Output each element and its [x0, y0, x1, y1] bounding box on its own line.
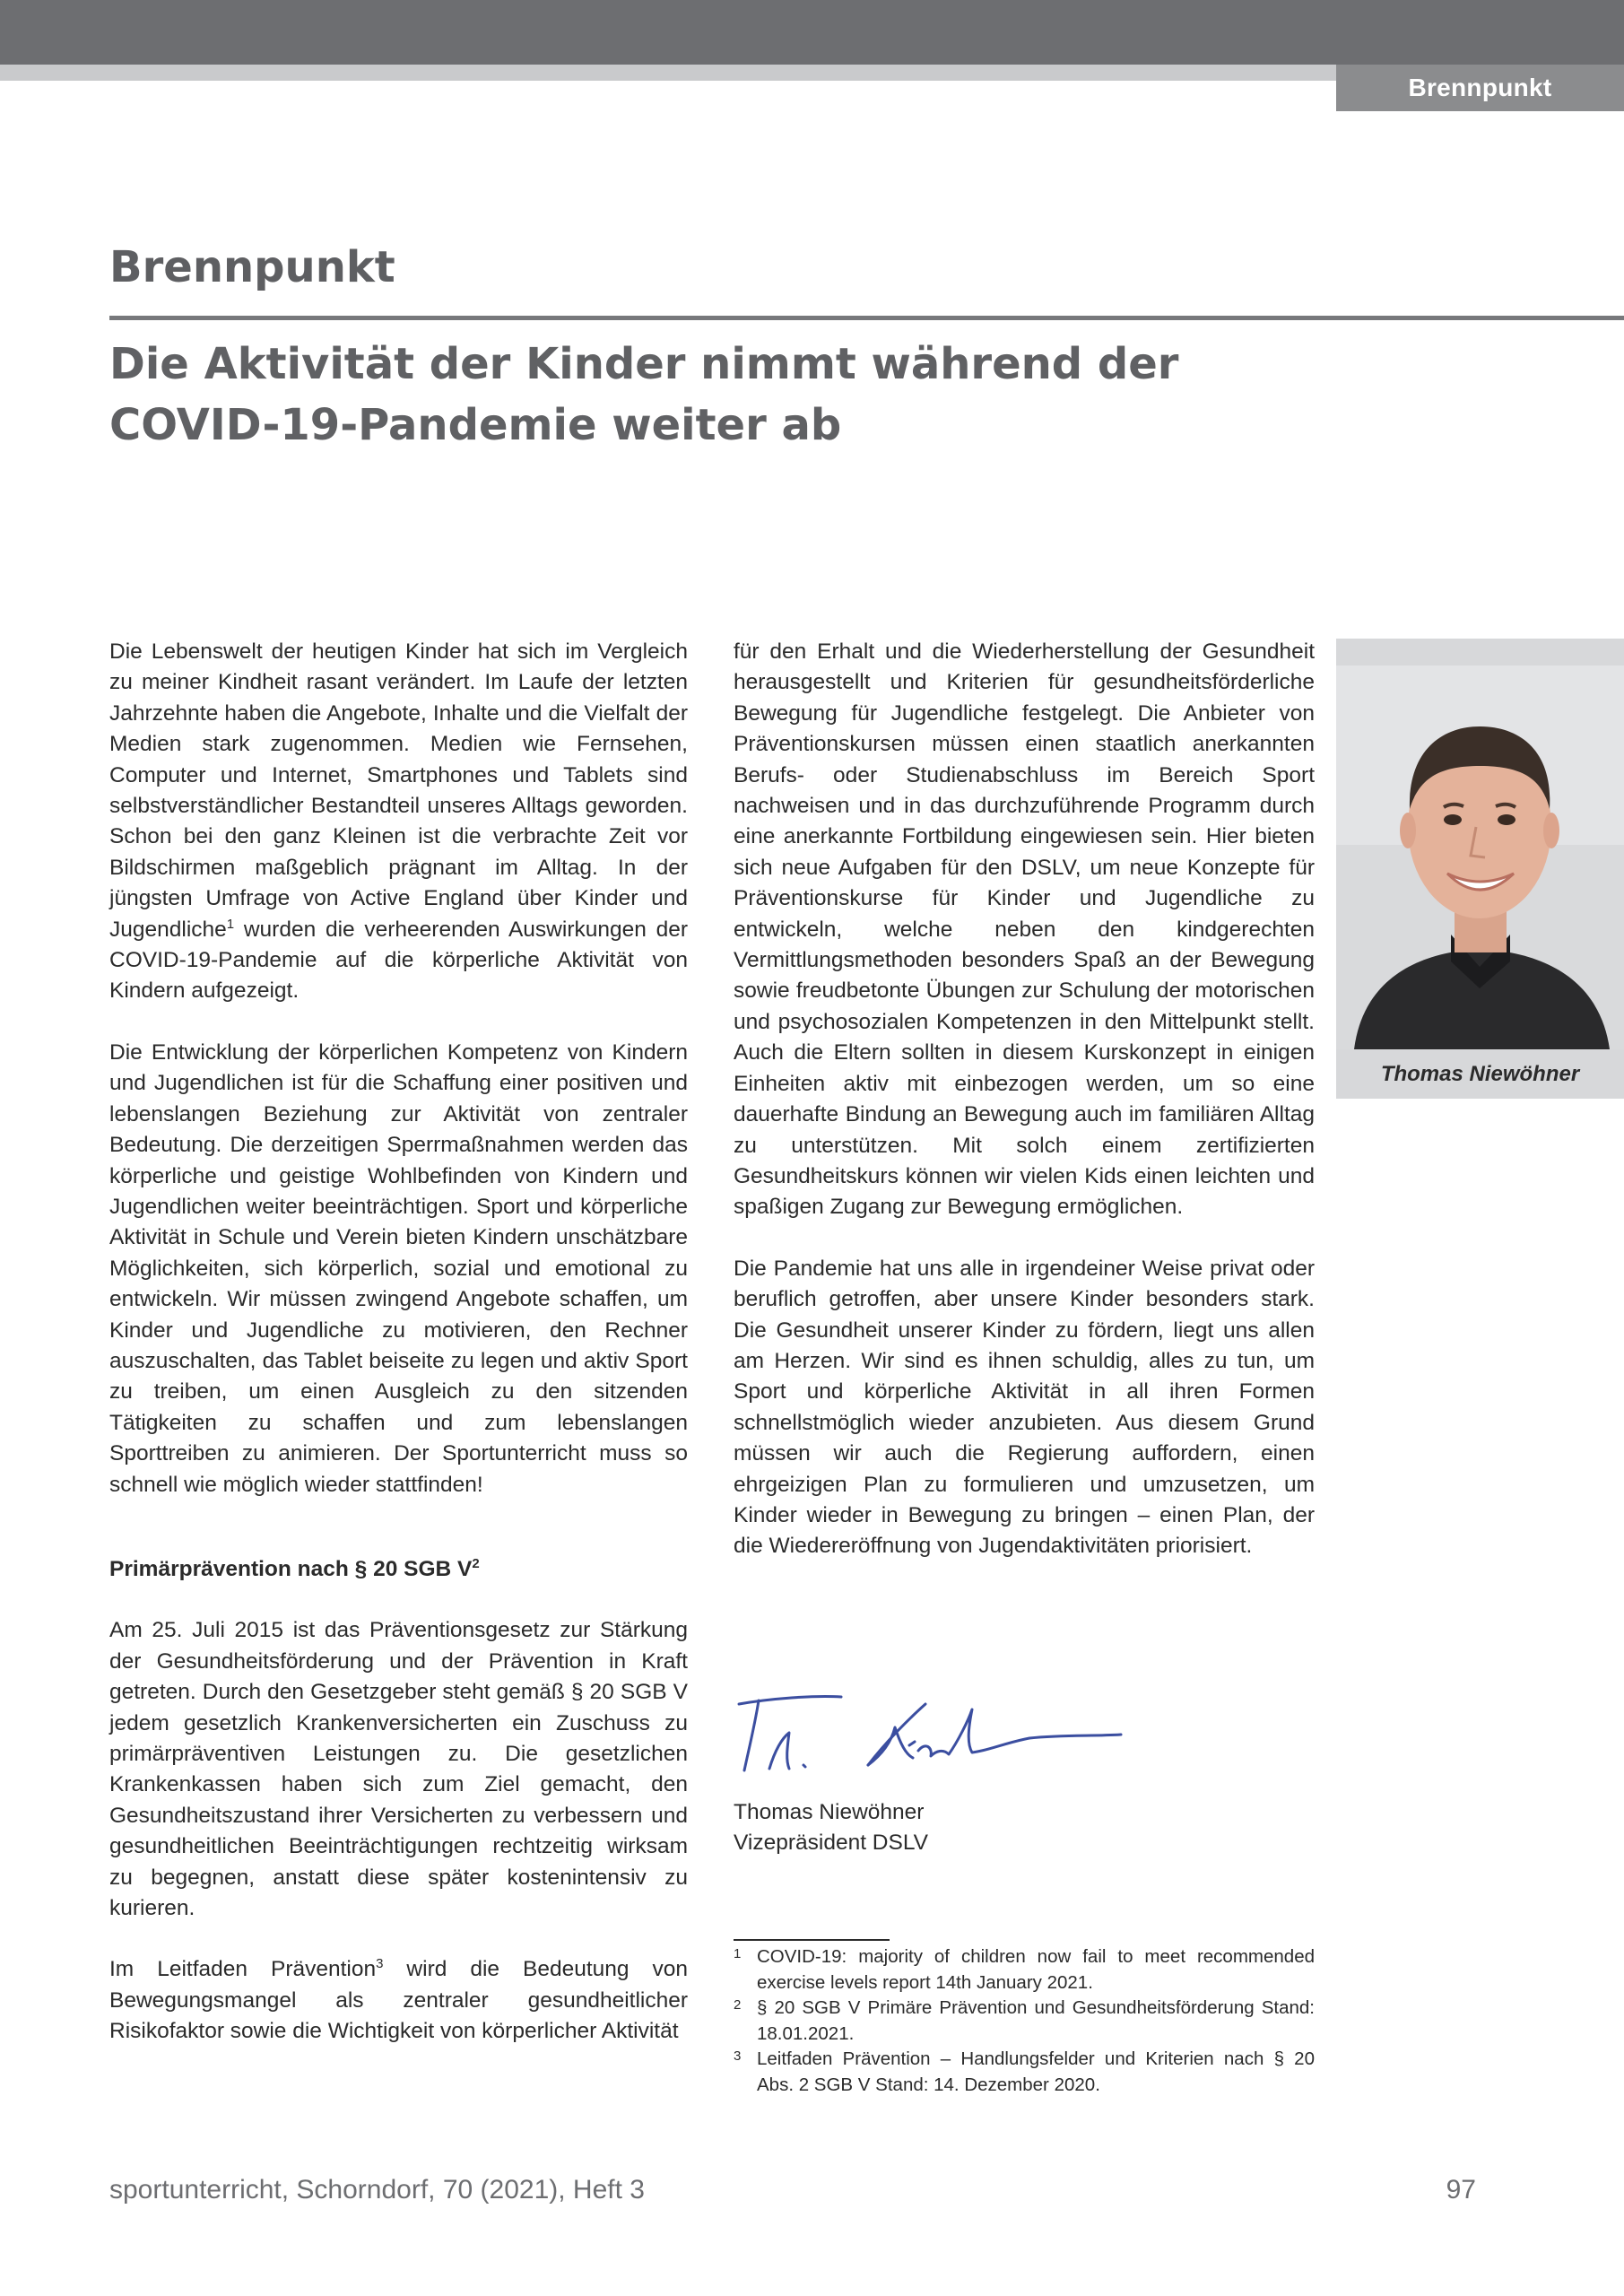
article-title-line-1: Die Aktivität der Kinder nimmt während der — [109, 339, 1179, 389]
spacer — [109, 1585, 688, 1615]
subheading — [109, 1554, 688, 1585]
paragraph-4 — [109, 1954, 688, 2047]
footnote-text: Leitfaden Prävention – Handlungsfelder und Kriterien nach § 20 Abs. 2 SGB V Stand: 14. Dezember 2020. — [757, 2048, 1315, 2095]
footnote-divider — [734, 1939, 890, 1941]
spacer — [109, 1007, 688, 1038]
paragraph-4-text-b: wird die Bedeutung von Bewegungsmangel als zentraler gesundheitlicher Risikofaktor sowie die Wichtigkeit von körperlicher Aktivität — [109, 1957, 688, 2044]
footnote-number: 1 — [734, 1946, 742, 1961]
footnote-ref-1: 1 — [226, 916, 235, 932]
spacer — [109, 1924, 688, 1954]
paragraph-2: Die Entwicklung der körperlichen Kompetenz von Kindern und Jugendlichen ist für die Schaffung einer positiven und lebenslangen Beziehung zur Aktivität von zentraler Bedeutung. Die derzeitigen Sperrmaßnahmen werden das körperliche und geistige Wohlbefinden von Kindern und Jugendlichen weiter beeinträchtigen. Sport und körperliche Aktivität in Schule und Verein bieten Kindern unschätzbare Möglichkeiten, sich körperlich, sozial und emotional zu entwickeln. Wir müssen zwingend Angebote schaffen, um Kinder und Jugendliche zu motivieren, den Rechner auszuschalten, das Tablet beiseite zu legen und aktiv Sport zu treiben, um einen Ausgleich zu den sitzenden Tätigkeiten zu schaffen und zum lebenslangen Sporttreiben zu animieren. Der Sportunterricht muss so schnell wie möglich wieder stattfinden! — [109, 1039, 688, 1497]
paragraph-4-text-a: Im Leitfaden Prävention — [109, 1957, 377, 1982]
article-title-line-2: COVID-19-Pandemie weiter ab — [109, 400, 842, 450]
paragraph-1 — [109, 637, 688, 1007]
footnotes — [734, 1944, 1315, 2098]
footnote-text: § 20 SGB V Primäre Prävention und Gesundheitsförderung Stand: 18.01.2021. — [757, 1997, 1315, 2044]
left-column — [109, 637, 688, 2048]
signature-block — [734, 1797, 928, 1858]
footnote-number: 2 — [734, 1997, 742, 2013]
paragraph-3: Am 25. Juli 2015 ist das Präventionsgesetz zur Stärkung der Gesundheitsförderung und der Prävention in Kraft getreten. Durch den Gesetzgeber steht gemäß § 20 SGB V jedem gesetzlich Krankenversicherten ein Zuschuss zu primärpräventiven Leistungen zu. Die gesetzlichen Krankenkassen haben sich zum Ziel gemacht, den Gesundheitszustand ihrer Versicherten zu verbessern und gesundheitlichen Beeinträchtigungen rechtzeitig wirksam zu begegnen, anstatt diese später kostenintensiv zu kurieren. — [109, 1618, 688, 1921]
header-bar-accent — [0, 65, 1336, 81]
portrait-box — [1336, 639, 1624, 1099]
footnote — [734, 2047, 1315, 2098]
footnote-ref-3: 3 — [376, 1956, 384, 1972]
footnote-number: 3 — [734, 2048, 742, 2064]
spacer — [734, 1223, 1315, 1254]
paragraph-5: für den Erhalt und die Wiederherstellung der Gesundheit herausgestellt und Kriterien für gesundheitsförderliche Bewegung für Jugendliche festgelegt. Die Anbieter von Präventionskursen müssen einen staatlich anerkannten Berufs- oder Studienabschluss im Bereich Sport nachweisen und in das durchzuführende Programm durch eine anerkannte Fortbildung eingewiesen sein. Hier bieten sich neue Aufgaben für den DSLV, um neue Konzepte für Präventionskurse für Kinder und Jugendliche zu entwickeln, welche neben den kindgerechten Vermittlungsmethoden besonders Spaß an der Bewegung sowie freudbetonte Übungen zur Schulung der motorischen und psychosozialen Kompetenzen in den Mittelpunkt stellt. Auch die Eltern sollten in diesem Kurskonzept in einigen Einheiten aktiv mit einbezogen werden, um so eine dauerhafte Bindung an Bewegung auch im familiären Alltag zu unterstützen. Mit solch einem zertifizierten Gesundheitskurs können wir vielen Kids einen leichten und spaßigen Zugang zur Bewegung ermöglichen. — [734, 639, 1315, 1220]
signature-image — [734, 1688, 1128, 1787]
paragraph-1-text-a: Die Lebenswelt der heutigen Kinder hat sich im Vergleich zu meiner Kindheit rasant verändert. Im Laufe der letzten Jahrzehnte haben die Angebote, Inhalte und die Vielfalt der Medien stark zugenommen. Medien wie Fernsehen, Computer und Internet, Smartphones und Tablets sind selbstverständlicher Bestandteil unseres Alltags geworden. Schon bei den ganz Kleinen ist die verbrachte Zeit vor Bildschirmen maßgeblich prägnant im Alltag. In der jüngsten Umfrage von Active England über Kinder und Jugendliche — [109, 639, 688, 942]
article-title — [109, 334, 1275, 456]
footnote-text: COVID-19: majority of children now fail to meet recommended exercise levels report 14th January 2021. — [757, 1946, 1315, 1993]
signature-name: Thomas Niewöhner — [734, 1800, 925, 1824]
paragraph-1-text-b: wurden die verheerenden Auswirkungen der COVID-19-Pandemie auf die körperliche Aktivität von Kindern aufgezeigt. — [109, 917, 688, 1004]
portrait-caption: Thomas Niewöhner — [1380, 1061, 1580, 1086]
signature-role: Vizepräsident DSLV — [734, 1831, 928, 1855]
spacer — [109, 1500, 688, 1554]
section-tab: Brennpunkt — [1336, 65, 1624, 111]
subheading-text: Primärprävention nach § 20 SGB V — [109, 1556, 473, 1581]
footnote — [734, 1996, 1315, 2047]
footnote — [734, 1944, 1315, 1996]
middle-column — [734, 637, 1315, 1562]
section-heading: Brennpunkt — [109, 242, 395, 292]
header-bar — [0, 0, 1624, 65]
heading-divider — [109, 316, 1624, 320]
author-portrait — [1336, 665, 1624, 1049]
journal-footer: sportunterricht, Schorndorf, 70 (2021), Heft 3 — [109, 2175, 645, 2205]
page-number: 97 — [1446, 2175, 1476, 2205]
paragraph-6: Die Pandemie hat uns alle in irgendeiner Weise privat oder beruflich getroffen, aber unsere Kinder besonders stark. Die Gesundheit unserer Kinder zu fördern, liegt uns allen am Herzen. Wir sind es ihnen schuldig, alles zu tun, um Sport und körperliche Aktivität in all ihren Formen schnellstmöglich wieder anzubieten. Aus diesem Grund müssen wir auch die Regierung auffordern, einen ehrgeizigen Plan zu formulieren und umzusetzen, um Kinder wieder in Bewegung zu bringen – einen Plan, der die Wiedereröffnung von Jugendaktivitäten priorisiert. — [734, 1256, 1315, 1559]
footnote-ref-2: 2 — [472, 1555, 480, 1571]
